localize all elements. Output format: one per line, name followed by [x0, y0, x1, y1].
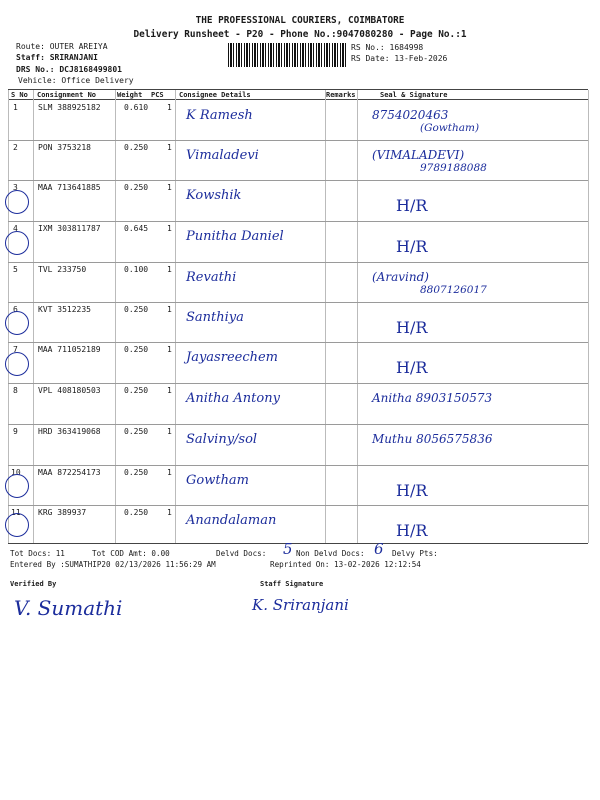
row-sno-circle-mark — [5, 231, 29, 255]
delivered-docs-label: Delvd Docs: — [216, 549, 267, 558]
row-seal-handwritten: Muthu 8056575836 — [372, 432, 493, 446]
row-seal-handwritten: 8754020463 — [372, 108, 449, 122]
delivered-docs-value: 5 — [283, 540, 293, 558]
rs-number: RS No.: 1684998 — [351, 43, 424, 52]
row-consignment-no: SLM 388925182 — [38, 103, 101, 112]
staff-signature: K. Sriranjani — [252, 596, 349, 614]
total-docs: Tot Docs: 11 — [10, 549, 65, 558]
entered-by: Entered By :SUMATHIP20 02/13/2026 11:56:29 AM — [10, 560, 216, 569]
verified-by-label: Verified By — [10, 580, 57, 588]
row-seal-handwritten: H/R — [396, 358, 428, 377]
row-consignment-no: KRG 389937 — [38, 508, 87, 517]
row-weight: 0.100 — [124, 265, 149, 274]
non-delivered-docs-value: 6 — [374, 540, 384, 558]
row-seal-note-handwritten: 8807126017 — [420, 284, 487, 296]
header-consignment: Consignment No — [37, 91, 97, 99]
row-consignee-handwritten: Revathi — [186, 270, 237, 285]
runsheet-subtitle: Delivery Runsheet - P20 - Phone No.:9047080280 - Page No.:1 — [133, 29, 467, 40]
row-sno: 6 — [13, 305, 18, 314]
row-seal-handwritten: H/R — [396, 481, 428, 500]
row-weight: 0.250 — [124, 508, 149, 517]
staff-label: Staff: SRIRANJANI — [16, 53, 98, 62]
col-border — [357, 90, 358, 543]
row-pcs: 1 — [167, 386, 172, 395]
reprinted-on: Reprinted On: 13-02-2026 12:12:54 — [270, 560, 421, 569]
row-pcs: 1 — [167, 305, 172, 314]
total-cod: Tot COD Amt: 0.00 — [92, 549, 170, 558]
row-divider — [8, 140, 588, 141]
row-consignment-no: VPL 408180503 — [38, 386, 101, 395]
col-border — [588, 90, 589, 543]
row-consignment-no: MAA 872254173 — [38, 468, 101, 477]
delivery-points-label: Delvy Pts: — [392, 549, 438, 558]
row-sno: 5 — [13, 265, 18, 274]
row-pcs: 1 — [167, 103, 172, 112]
header-pcs: PCS — [151, 91, 164, 99]
non-delivered-docs-label: Non Delvd Docs: — [296, 549, 365, 558]
row-sno: 9 — [13, 427, 18, 436]
row-consignee-handwritten: Vimaladevi — [186, 148, 259, 163]
row-weight: 0.250 — [124, 143, 149, 152]
row-divider — [8, 465, 588, 466]
row-consignee-handwritten: Anandalaman — [186, 513, 277, 528]
row-consignment-no: HRD 363419068 — [38, 427, 101, 436]
row-sno-circle-mark — [5, 474, 29, 498]
row-pcs: 1 — [167, 143, 172, 152]
row-pcs: 1 — [167, 508, 172, 517]
route-label: Route: OUTER AREIYA — [16, 42, 108, 51]
row-divider — [8, 505, 588, 506]
row-sno: 10 — [11, 468, 21, 477]
row-weight: 0.250 — [124, 468, 149, 477]
header-seal: Seal & Signature — [380, 91, 448, 99]
row-sno-circle-mark — [5, 352, 29, 376]
row-sno-circle-mark — [5, 513, 29, 537]
row-pcs: 1 — [167, 224, 172, 233]
row-pcs: 1 — [167, 345, 172, 354]
row-pcs: 1 — [167, 427, 172, 436]
row-pcs: 1 — [167, 183, 172, 192]
row-sno: 11 — [11, 508, 21, 517]
row-sno: 4 — [13, 224, 18, 233]
row-seal-handwritten: H/R — [396, 237, 428, 256]
row-consignment-no: MAA 713641885 — [38, 183, 101, 192]
row-sno: 1 — [13, 103, 18, 112]
barcode — [228, 43, 346, 67]
row-seal-handwritten: H/R — [396, 318, 428, 337]
vehicle-label: Vehicle: Office Delivery — [18, 76, 134, 85]
row-divider — [8, 221, 588, 222]
col-border — [325, 90, 326, 543]
table-top-border — [8, 89, 588, 90]
table-header-border — [8, 99, 588, 100]
row-consignee-handwritten: Kowshik — [186, 188, 242, 203]
row-weight: 0.610 — [124, 103, 149, 112]
row-consignee-handwritten: Anitha Antony — [186, 391, 280, 406]
row-sno: 8 — [13, 386, 18, 395]
row-consignee-handwritten: Gowtham — [186, 473, 250, 488]
row-sno: 3 — [13, 183, 18, 192]
header-consignee: Consignee Details — [179, 91, 251, 99]
row-seal-note-handwritten: 9789188088 — [420, 162, 487, 174]
row-seal-handwritten: H/R — [396, 196, 428, 215]
row-weight: 0.250 — [124, 305, 149, 314]
col-border — [175, 90, 176, 543]
header-sno: S No — [11, 91, 28, 99]
row-sno: 2 — [13, 143, 18, 152]
row-consignee-handwritten: Punitha Daniel — [186, 229, 284, 244]
row-sno-circle-mark — [5, 190, 29, 214]
row-consignee-handwritten: Jayasreechem — [186, 350, 279, 365]
row-weight: 0.250 — [124, 386, 149, 395]
row-seal-handwritten: (VIMALADEVI) — [372, 148, 465, 162]
row-pcs: 1 — [167, 265, 172, 274]
row-pcs: 1 — [167, 468, 172, 477]
row-seal-note-handwritten: (Gowtham) — [420, 122, 480, 134]
row-weight: 0.250 — [124, 345, 149, 354]
row-weight: 0.645 — [124, 224, 149, 233]
rs-date: RS Date: 13-Feb-2026 — [351, 54, 448, 63]
row-sno-circle-mark — [5, 311, 29, 335]
row-consignment-no: TVL 233750 — [38, 265, 87, 274]
row-divider — [8, 342, 588, 343]
company-title: THE PROFESSIONAL COURIERS, COIMBATORE — [195, 15, 405, 26]
row-divider — [8, 180, 588, 181]
staff-signature-label: Staff Signature — [260, 580, 324, 588]
row-divider — [8, 302, 588, 303]
row-weight: 0.250 — [124, 427, 149, 436]
row-consignment-no: IXM 303811787 — [38, 224, 101, 233]
row-consignment-no: MAA 711052189 — [38, 345, 101, 354]
col-border — [33, 90, 34, 543]
row-divider — [8, 383, 588, 384]
row-consignee-handwritten: K Ramesh — [186, 108, 253, 123]
row-sno: 7 — [13, 345, 18, 354]
row-consignment-no: PON 3753218 — [38, 143, 91, 152]
row-consignment-no: KVT 3512235 — [38, 305, 91, 314]
col-border — [115, 90, 116, 543]
table-bottom-border — [8, 543, 588, 544]
row-seal-handwritten: H/R — [396, 521, 428, 540]
row-weight: 0.250 — [124, 183, 149, 192]
row-seal-handwritten: Anitha 8903150573 — [372, 391, 493, 405]
header-remarks: Remarks — [326, 91, 356, 99]
header-weight: Weight — [117, 91, 143, 99]
verified-signature: V. Sumathi — [14, 596, 123, 620]
row-seal-handwritten: (Aravind) — [372, 270, 429, 284]
drs-label: DRS No.: DCJ8168499801 — [16, 65, 122, 74]
row-consignee-handwritten: Santhiya — [186, 310, 244, 325]
row-consignee-handwritten: Salviny/sol — [186, 432, 258, 447]
row-divider — [8, 424, 588, 425]
row-divider — [8, 262, 588, 263]
